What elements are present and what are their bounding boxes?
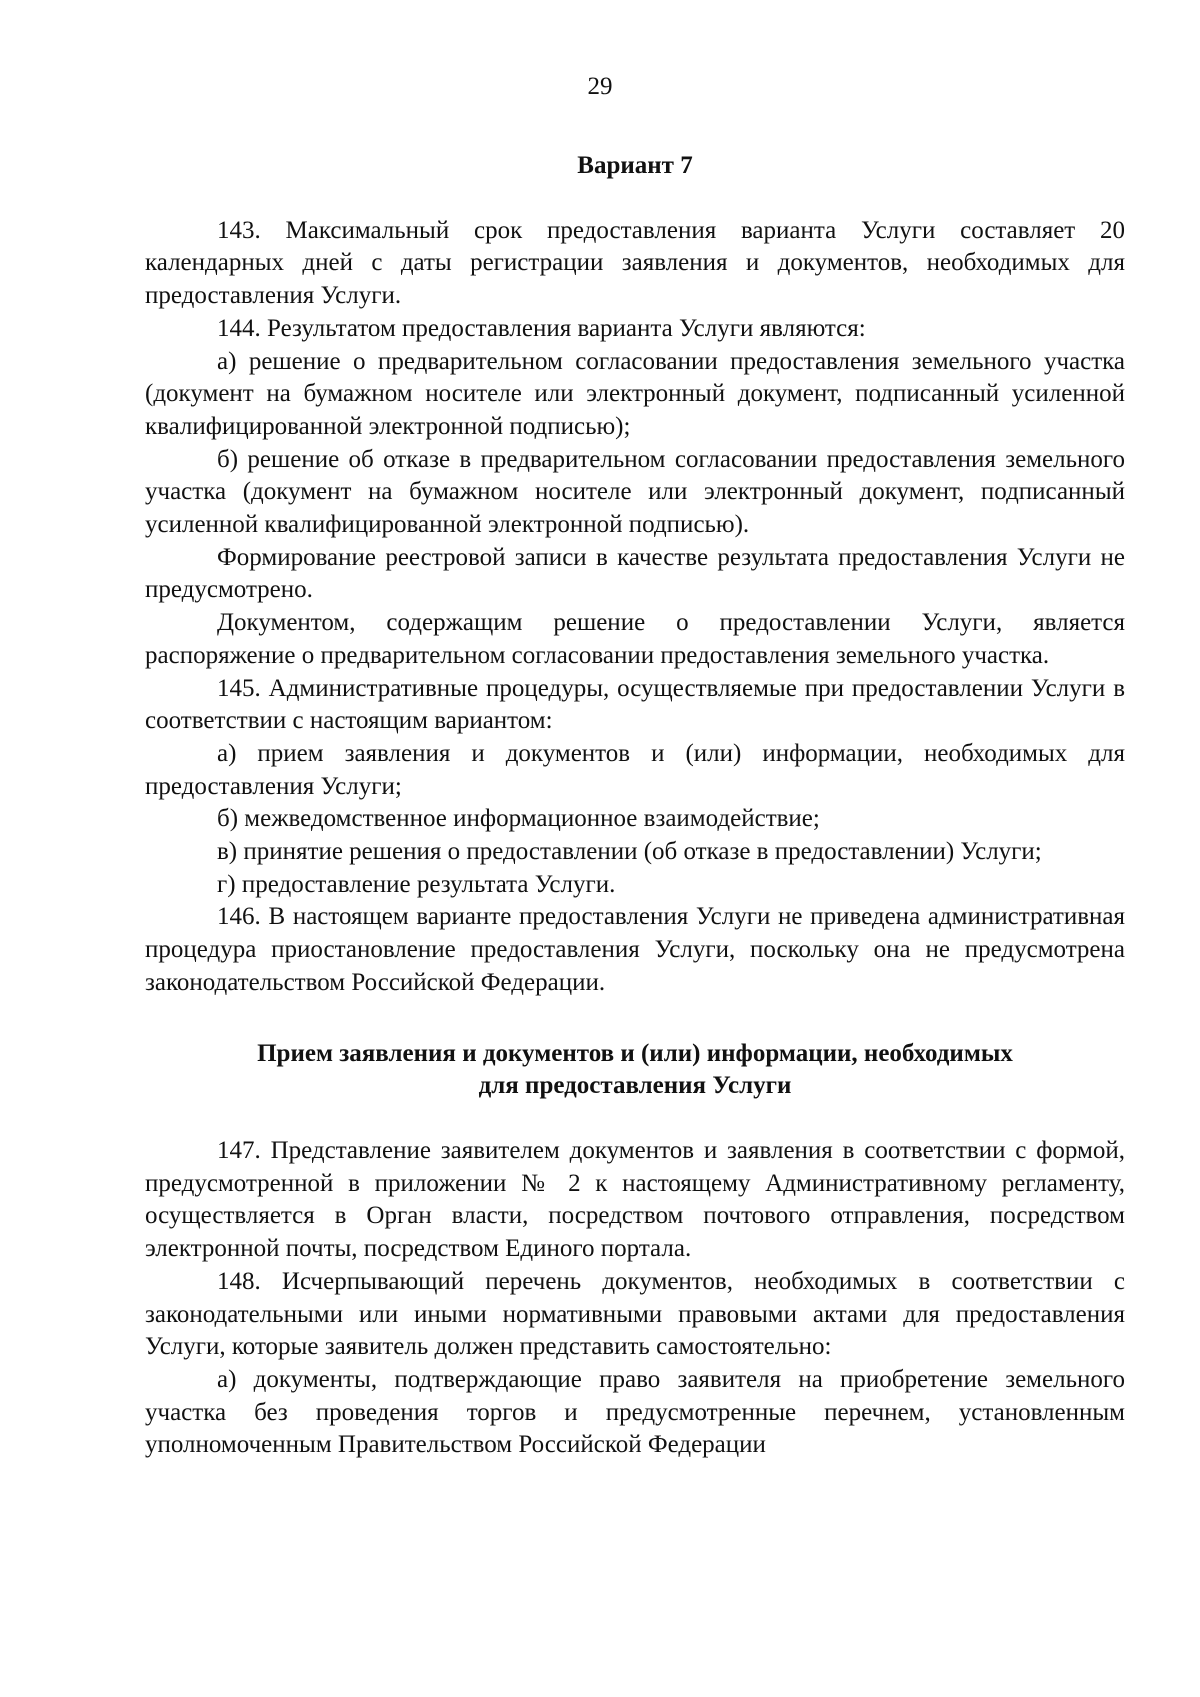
variant-heading: Вариант 7	[577, 152, 693, 179]
paragraph-144: 144. Результатом предоставления варианта Услуги являются:	[217, 314, 866, 342]
paragraph-145-b: б) межведомственное информационное взаимодействие;	[217, 805, 820, 833]
paragraph-decision-document: Документом, содержащим решение о предоставлении Услуги, является распоряжение о предварительном согласовании предоставления земельного участка.	[145, 609, 1125, 669]
paragraph-144-b: б) решение об отказе в предварительном согласовании предоставления земельного участка (документ на бумажном носителе или электронный документ, подписанный усиленной квалифицированной электронной подписью).	[145, 445, 1125, 539]
paragraph-145-v: в) принятие решения о предоставлении (об отказе в предоставлении) Услуги;	[217, 838, 1042, 866]
paragraph-148: 148. Исчерпывающий перечень документов, необходимых в соответствии с законодательными или иными нормативными правовыми актами для предоставления Услуги, которые заявитель должен представить самостоятельно:	[145, 1267, 1125, 1361]
paragraph-144-a: а) решение о предварительном согласовании предоставления земельного участка (документ на бумажном носителе или электронный документ, подписанный усиленной квалифицированной электронной подписью);	[145, 347, 1125, 440]
paragraph-147: 147. Представление заявителем документов и заявления в соответствии с формой, предусмотренной в приложении № 2 к настоящему Административному регламенту, осуществляется в Орган власти, посредством почтового отправления, посредством электронной почты, посредством Единого портала.	[145, 1136, 1125, 1263]
section-heading-line-2: для предоставления Услуги	[478, 1072, 792, 1100]
paragraph-145-g: г) предоставление результата Услуги.	[217, 870, 616, 898]
section-heading	[145, 1038, 1125, 1103]
page-number: 29	[587, 73, 613, 100]
paragraph-145-a: а) прием заявления и документов и (или) информации, необходимых для предоставления Услуги;	[145, 739, 1125, 800]
paragraph-148-a: а) документы, подтверждающие право заявителя на приобретение земельного участка без проведения торгов и предусмотренные перечнем, установленным уполномоченным Правительством Российской Федерации	[145, 1365, 1125, 1459]
paragraph-registry-record: Формирование реестровой записи в качестве результата предоставления Услуги не предусмотрено.	[145, 543, 1125, 604]
paragraph-145: 145. Административные процедуры, осуществляемые при предоставлении Услуги в соответствии с настоящим вариантом:	[145, 674, 1125, 735]
section-heading-line-1: Прием заявления и документов и (или) информации, необходимых	[257, 1039, 1013, 1067]
paragraph-146: 146. В настоящем варианте предоставления Услуги не приведена административная процедура приостановление предоставления Услуги, поскольку она не предусмотрена законодательством Российской Федерации.	[145, 903, 1125, 996]
document-body	[145, 150, 1125, 1462]
paragraph-143: 143. Максимальный срок предоставления варианта Услуги составляет 20 календарных дней с даты регистрации заявления и документов, необходимых для предоставления Услуги.	[145, 216, 1125, 310]
